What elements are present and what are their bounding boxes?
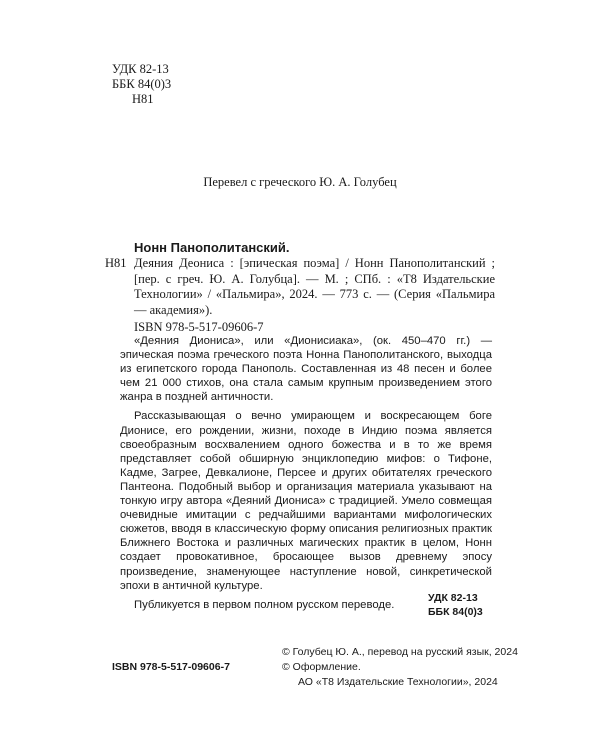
annotation [120, 334, 492, 612]
udk-code-bottom: УДК 82-13 [428, 592, 478, 604]
copyright-block [282, 645, 518, 690]
catalog-description: Деяния Деониса : [эпическая поэма] / Нонн Панополитанский ; [пер. с греч. Ю. А. Голубца]. — М. ; СПб. : «Т8 Издательские Технологии» / «Пальмира», 2024. — 773 с. — (Серия «Пальмира — академия»). [134, 256, 495, 317]
annotation-paragraph: Публикуется в первом полном русском переводе. [134, 598, 395, 611]
isbn-bottom: ISBN 978-5-517-09606-7 [112, 661, 230, 673]
catalog-author: Нонн Панополитанский. [134, 240, 290, 255]
udk-code: УДК 82-13 [112, 62, 169, 76]
annotation-paragraph: «Деяния Диониса», или «Дионисиака», (ок. 450–470 гг.) — эпическая поэма греческого поэта Нонна Панополитанского, выходца из египетского города Панополь. Составленная из 48 песен и более чем 21 000 стихов, она стала самым крупным произведением этого жанра в поздней античности. [120, 335, 492, 404]
copyright-line: © Оформление. [282, 661, 361, 673]
classification-codes [112, 62, 171, 107]
bbk-code: ББК 84(0)3 [112, 77, 172, 91]
catalog-code: Н81 [105, 256, 127, 270]
author-sign: Н81 [132, 92, 154, 106]
classification-codes-bottom [428, 591, 483, 619]
copyright-line: © Голубец Ю. А., перевод на русский язык, 2024 [282, 646, 518, 658]
catalog-isbn: ISBN 978-5-517-09606-7 [134, 320, 264, 334]
bbk-code-bottom: ББК 84(0)3 [428, 606, 483, 618]
annotation-paragraph: Рассказывающая о вечно умирающем и воскресающем боге Дионисе, его рождении, жизни, походе в Индию поэма является своеобразным восхвалением одного божества и в то же время представляет собой обширную энциклопедию мифов: о Тифоне, Кадме, Загрее, Девкалионе, Персее и других обитателях греческого Пантеона. Подобный выбор и организация материала указывают на тонкую игру автора «Деяний Диониса» с традицией. Умело совмещая очевидные имитации с редчайшими вариантами мифологических сюжетов, вводя в классическую форму описания религиозных практик Ближнего Востока и различных магических практик в целом, Нонн создает провокативное, бросающее вызов древнему эпосу произведение, знаменующее наступление новой, синкретической эпохи в античной культуре. [120, 410, 492, 592]
copyright-line: АО «Т8 Издательские Технологии», 2024 [298, 676, 498, 688]
catalog-entry [105, 256, 495, 318]
translator-credit: Перевел с греческого Ю. А. Голубец [203, 175, 397, 189]
